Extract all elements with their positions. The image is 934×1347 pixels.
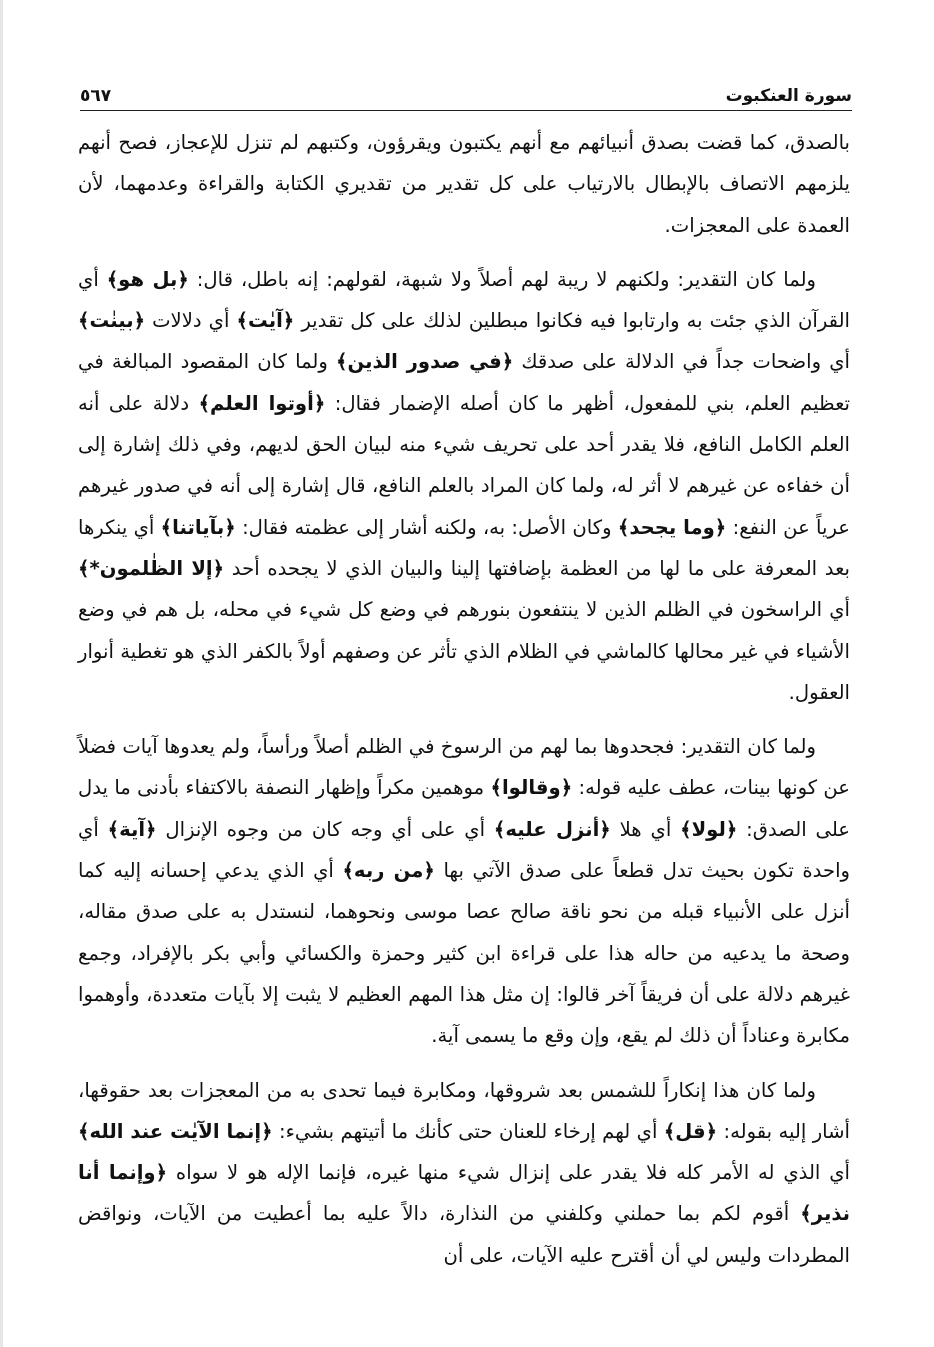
page-number: ٥٦٧ — [80, 86, 112, 106]
quran-quote: ﴿لولا﴾ — [680, 817, 738, 841]
surah-title: سورة العنكبوت — [725, 86, 852, 106]
commentary-text: موهمين مكراً وإظهار النصفة بالاكتفاء بأدنى ما يدل على الصدق: — [78, 776, 850, 841]
commentary-text: بالصدق، كما قضت بصدق أنبيائهم مع أنهم يكتبون ويقرؤون، وكتبهم لم تنزل للإعجاز، فصح أنهم يلزمهم الاتصاف بالإبطال بالارتياب على كل تقدير من تقديري الكتابة والقراءة وعدمهما، لأن العمدة على المعجزات. — [78, 131, 850, 237]
quran-quote: ﴿من ربه﴾ — [342, 859, 435, 883]
quran-quote: ﴿وما يجحد﴾ — [617, 515, 727, 539]
commentary-text: ولما كان هذا إنكاراً للشمس بعد شروقها، ومكابرة فيما تحدى به من المعجزات بعد حقوقها، أشار إليه بقوله: — [78, 1078, 850, 1143]
commentary-text: أي الراسخون في الظلم الذين لا ينتفعون بنورهم في وضع كل شيء في محله، بل هم في وضع الأشياء في غير محالها كالماشي في الظلام الذي تأثر عن وصفهم أولاً بالكفر الذي هو تغطية أنوار العقول. — [78, 598, 850, 704]
commentary-text: دلالة على أنه العلم الكامل النافع، فلا يقدر أحد على تحريف شيء منه لبيان الحق لديهم، وفي ذلك إشارة إلى أن خفاءه عن غيرهم لا أثر له، ولما كان المراد بالعلم النافع، قال إشارة إلى أنه في صدور غيرهم عرياً عن النفع: — [78, 391, 850, 539]
commentary-text: أي واضحات جداً في الدلالة على صدقك — [513, 350, 850, 374]
paragraph — [78, 1070, 850, 1276]
quran-quote: ﴿بل هو﴾ — [106, 267, 189, 291]
quran-quote: ﴿إنما الآيٰت عند الله﴾ — [78, 1119, 273, 1143]
commentary-text: أي القرآن الذي جئت به وارتابوا فيه فكانوا مبطلين لذلك على كل تقدير — [78, 267, 850, 333]
quran-quote: ﴿آية﴾ — [107, 817, 157, 841]
commentary-text: أي هلا — [610, 817, 681, 841]
quran-quote: ﴿أوتوا العلم﴾ — [198, 391, 326, 415]
commentary-text: وكان الأصل: به، ولكنه أشار إلى عظمته فقال: — [235, 515, 618, 539]
page-body — [78, 122, 850, 1289]
paragraph — [78, 122, 850, 246]
quran-quote: ﴿قل﴾ — [663, 1119, 718, 1143]
commentary-text: أي واحدة تكون بحيث تدل قطعاً على صدق الآتي بها — [78, 817, 850, 883]
paragraph — [78, 259, 850, 713]
commentary-text: أي الذي يدعي إحسانه إليه كما أنزل على الأنبياء قبله من نحو ناقة صالح عصا موسى ونحوهما، لنستدل به على صدق مقاله، وصحة ما يدعيه من حاله هذا على قراءة ابن كثير وحمزة والكسائي وأبي بكر بالإفراد، وجمع غيرهم دلالة على أن فريقاً آخر قالوا: إن مثل هذا المهم العظيم لا يثبت إلا بآيات متعددة، وأوهموا مكابرة وعناداً أن ذلك لم يقع، وإن وقع ما يسمى آية. — [78, 859, 850, 1048]
commentary-text: أقوم لكم بما حملني وكلفني من النذارة، دالاً عليه بما أعطيت من الآيات، ونواقض المطردات وليس لي أن أقترح عليه الآيات، على أن — [78, 1202, 850, 1267]
commentary-text: أي على أي وجه كان من وجوه الإنزال — [156, 817, 494, 841]
quran-quote: ﴿في صدور الذين﴾ — [336, 350, 514, 374]
running-header — [80, 72, 852, 111]
commentary-text: أي ينكرها بعد المعرفة على ما لها من العظمة بإضافتها إلينا والبيان الذي لا يجحده أحد — [78, 515, 850, 580]
commentary-text: ولما كان المقصود المبالغة في تعظيم العلم، بني للمفعول، أظهر ما كان أصله الإضمار فقال: — [78, 350, 850, 415]
quran-quote: ﴿وقالوا﴾ — [490, 776, 573, 800]
quran-quote: ﴿آيٰت﴾ — [236, 309, 295, 333]
quran-quote: ﴿إلا الظٰلمون*﴾ — [78, 556, 225, 580]
quran-quote: ﴿وإنما أنا نذير﴾ — [78, 1161, 850, 1226]
quran-quote: ﴿بآياتنا﴾ — [160, 515, 236, 539]
quran-quote: ﴿أنزل عليه﴾ — [493, 817, 611, 841]
paragraph — [78, 726, 850, 1056]
commentary-text: أي الذي له الأمر كله فلا يقدر على إنزال شيء منها غيره، فإنما الإله هو لا سواه — [167, 1161, 850, 1185]
quran-quote: ﴿بينٰت﴾ — [78, 309, 146, 333]
commentary-text: ولما كان التقدير: ولكنهم لا ريبة لهم أصلاً ولا شبهة، لقولهم: إنه باطل، قال: — [188, 267, 817, 291]
page-edge-shadow — [0, 0, 3, 1347]
commentary-text: أي دلالات — [145, 309, 237, 333]
commentary-text: أي لهم إرخاء للعنان حتى كأنك ما أتيتهم بشيء: — [272, 1119, 664, 1143]
commentary-text: ولما كان التقدير: فجحدوها بما لهم من الرسوخ في الظلم أصلاً ورأساً، ولم يعدوها آيات فضلاً عن كونها بينات، عطف عليه قوله: — [78, 735, 851, 800]
